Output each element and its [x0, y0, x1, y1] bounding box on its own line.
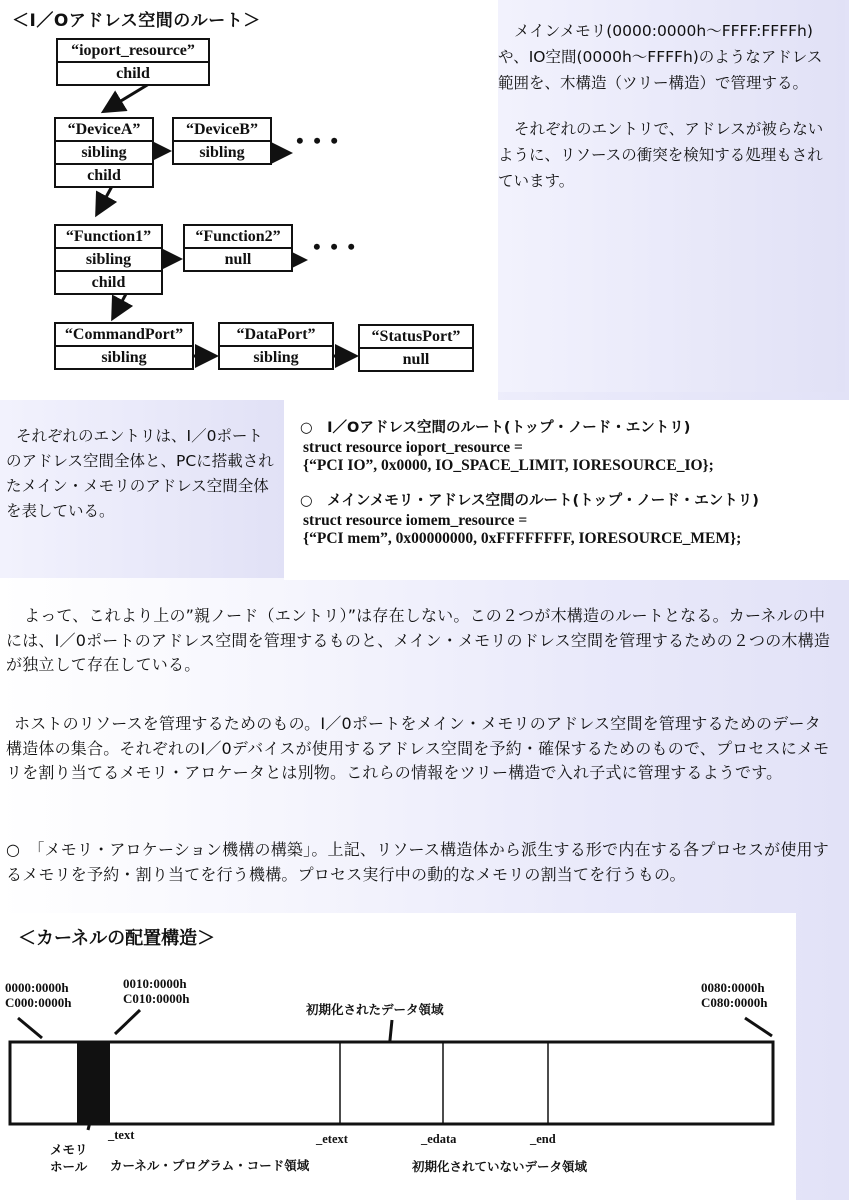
- node-field: sibling: [56, 140, 152, 163]
- node-field: sibling: [56, 247, 161, 270]
- node-field: sibling: [56, 345, 192, 368]
- memory-layout-bar: [0, 1000, 796, 1140]
- label-uninitialized-data: 初期化されていないデータ領域: [412, 1159, 588, 1174]
- label-end-symbol: _end: [530, 1132, 556, 1146]
- node-name: “Function2”: [195, 228, 281, 245]
- node-ioport-resource: [56, 38, 210, 86]
- code-line: struct resource iomem_resource =: [303, 512, 528, 529]
- node-field: null: [360, 347, 472, 370]
- node-field: child: [56, 163, 152, 186]
- code-line: struct resource ioport_resource =: [303, 439, 523, 456]
- node-function1: [54, 224, 163, 295]
- node-name: “DeviceB”: [186, 121, 258, 138]
- label-kernel-code: カーネル・プログラム・コード領域: [110, 1158, 310, 1173]
- node-name: “StatusPort”: [371, 328, 461, 345]
- addr-label: 0010:0000h: [123, 976, 187, 991]
- kernel-title: ＜カーネルの配置構造＞: [18, 928, 216, 949]
- body-para-1: よって、これより上の”親ノード（エントリ）”は存在しない。この２つが木構造のルートとなる。カーネルの中には、I／0ポートのアドレス空間を管理するものと、メイン・メモリのドレス空間を管理するための２つの木構造が独立して存在している。: [6, 606, 831, 674]
- memory-hole-block: [77, 1042, 110, 1124]
- node-name: “DeviceA”: [67, 121, 141, 138]
- node-field: child: [56, 270, 161, 293]
- right-note-para-1: メインメモリ(0000:0000h〜FFFF:FFFFh)や、IO空間(0000h〜FFFFh)のようなアドレス範囲を、木構造（ツリー構造）で管理する。: [498, 22, 823, 92]
- node-device-b: [172, 117, 272, 165]
- node-name: “ioport_resource”: [71, 42, 195, 59]
- node-name: “Function1”: [65, 228, 152, 245]
- addr-label: C010:0000h: [123, 991, 190, 1006]
- label-initialized-data: 初期化されたデータ領域: [306, 1002, 444, 1017]
- body-para-2: ホストのリソースを管理するためのもの。I／0ポートをメイン・メモリのアドレス空間を管理するためのデータ構造体の集合。それぞれのI／0デバイスが使用するアドレス空間を予約・確保するためのもので、プロセスにメモリを割り当てるメモリ・アロケータとは別物。これらの情報をツリー構造で入れ子式に管理するようです。: [6, 714, 830, 782]
- addr-label: 0000:0000h: [5, 980, 69, 995]
- right-note-para-2: それぞれのエントリで、アドレスが被らないように、リソースの衝突を検知する処理もされています。: [498, 120, 824, 190]
- label-text-symbol: _text: [108, 1128, 135, 1142]
- code-heading-mem: ○ メインメモリ・アドレス空間のルート(トップ・ノード・エントリ): [300, 493, 759, 509]
- label-etext-symbol: _etext: [316, 1132, 348, 1146]
- ellipsis-icon: • • •: [313, 234, 358, 259]
- node-command-port: [54, 322, 194, 370]
- label-line: ホール: [50, 1159, 88, 1174]
- label-edata-symbol: _edata: [421, 1132, 457, 1146]
- tree-title: ＜I／Oアドレス空間のルート＞: [12, 11, 261, 31]
- ellipsis-icon: • • •: [296, 128, 341, 153]
- left-note-text: それぞれのエントリは、I／0ポートのアドレス空間全体と、PCに搭載されたメイン・メモリのアドレス空間全体を表している。: [6, 427, 274, 520]
- node-field: null: [185, 247, 291, 270]
- node-field: sibling: [174, 140, 270, 163]
- node-field: child: [58, 61, 208, 84]
- addr-label: C000:0000h: [5, 995, 72, 1010]
- left-note: [0, 400, 284, 578]
- node-data-port: [218, 322, 334, 370]
- node-name: “CommandPort”: [64, 326, 184, 343]
- code-line: {“PCI mem”, 0x00000000, 0xFFFFFFFF, IORESOURCE_MEM};: [303, 530, 742, 547]
- label-line: メモリ: [50, 1142, 88, 1157]
- node-name: “DataPort”: [236, 326, 316, 343]
- node-field: sibling: [220, 345, 332, 368]
- body-para-3: ○ 「メモリ・アロケーション機構の構築」。上記、リソース構造体から派生する形で内在する各プロセスが使用するメモリを予約・割り当てを行う機構。プロセス実行中の動的なメモリの割当てを行うもの。: [6, 840, 829, 884]
- code-heading-io: ○ I／Oアドレス空間のルート(トップ・ノード・エントリ): [300, 420, 691, 436]
- label-memory-hole: [50, 1141, 88, 1175]
- right-note: [498, 0, 845, 392]
- code-box: [284, 400, 849, 580]
- addr-label: C080:0000h: [701, 995, 768, 1010]
- node-status-port: [358, 324, 474, 372]
- node-function2: [183, 224, 293, 272]
- code-line: {“PCI IO”, 0x0000, IO_SPACE_LIMIT, IORESOURCE_IO};: [303, 457, 714, 474]
- addr-label: 0080:0000h: [701, 980, 765, 995]
- node-device-a: [54, 117, 154, 188]
